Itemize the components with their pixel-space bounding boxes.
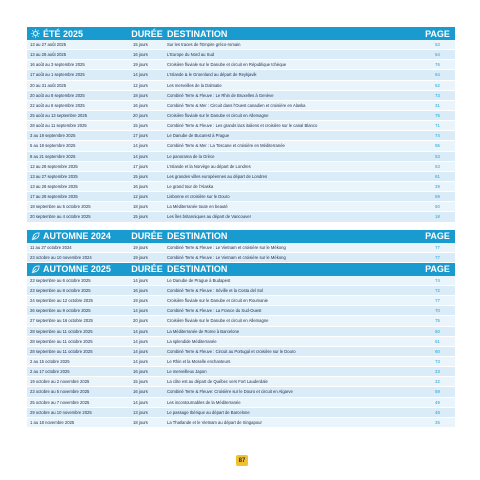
dates-cell: 28 septembre au 11 octobre 2025 <box>30 348 93 354</box>
destination-cell: Combiné Terre & Fleuve : Le Vietnam et croisière sur le Mékong <box>167 254 286 260</box>
table-row <box>27 253 455 263</box>
page-cell: 29 <box>435 184 440 190</box>
table-row <box>27 40 455 50</box>
table-row <box>27 111 455 121</box>
page-cell: 53 <box>435 153 440 159</box>
destination-header: DESTINATION <box>167 264 228 275</box>
season-title: ÉTÉ 2025 <box>43 28 84 39</box>
duree-cell: 14 jours <box>133 359 148 364</box>
destination-cell: La Thaïlande et le Vietnam au départ de Singapour <box>167 419 262 425</box>
dates-cell: 25 octobre au 7 novembre 2025 <box>30 399 90 405</box>
page-cell: 54 <box>435 52 440 58</box>
table-row <box>27 367 455 377</box>
page-cell: 31 <box>435 102 440 108</box>
dates-cell: 28 septembre au 11 octobre 2025 <box>30 328 93 334</box>
dates-cell: 5 au 18 septembre 2025 <box>30 143 76 149</box>
table-row <box>27 337 455 347</box>
ete-2025-rows <box>27 40 455 223</box>
dates-cell: 20 août au 8 septembre 2025 <box>30 92 85 98</box>
duree-cell: 14 jours <box>133 72 148 78</box>
dates-cell: 2 au 15 octobre 2025 <box>30 359 70 364</box>
duree-cell: 14 jours <box>133 277 148 283</box>
dates-cell: 3 au 19 septembre 2025 <box>30 133 76 139</box>
duree-header: DURÉE <box>131 231 163 242</box>
section-header-automne-2024 <box>27 230 455 243</box>
page-cell: 74 <box>435 133 440 139</box>
destination-cell: Sur les traces de l'Empire gréco-romain <box>167 42 241 48</box>
table-row <box>27 81 455 91</box>
destination-cell: Le grand tour de l'Alaska <box>167 184 214 190</box>
table-row <box>27 347 455 357</box>
destination-header: DESTINATION <box>167 28 228 39</box>
destination-cell: Croisière fluviale sur le Danube et circuit en République tchèque <box>167 62 287 68</box>
duree-header: DURÉE <box>131 264 163 275</box>
table-row <box>27 121 455 131</box>
duree-cell: 19 jours <box>133 254 148 260</box>
destination-cell: Croisière fluviale sur le Danube et circuit en Roumanie <box>167 298 269 304</box>
dates-cell: 1 au 18 novembre 2025 <box>30 419 75 425</box>
duree-cell: 18 jours <box>133 92 148 98</box>
duree-cell: 14 jours <box>133 143 148 149</box>
duree-cell: 13 jours <box>133 409 148 415</box>
section-header-ete-2025 <box>27 27 455 40</box>
table-row <box>27 327 455 337</box>
table-row <box>27 101 455 111</box>
duree-cell: 14 jours <box>133 399 148 405</box>
page-cell: 72 <box>435 288 440 294</box>
destination-cell: Combiné Terre & Fleuve: Croisière sur le Douro et circuit en Algarve <box>167 389 293 395</box>
page-cell: 59 <box>435 194 440 200</box>
table-row <box>27 357 455 367</box>
dates-cell: 23 octobre au 10 novembre 2024 <box>30 254 92 260</box>
page-cell: 52 <box>435 82 440 88</box>
duree-cell: 18 jours <box>133 419 148 425</box>
duree-cell: 20 jours <box>133 113 148 119</box>
duree-cell: 12 jours <box>133 194 148 200</box>
page-cell: 59 <box>435 389 440 395</box>
table-row <box>27 141 455 151</box>
duree-cell: 17 jours <box>133 163 148 169</box>
dates-cell: 23 septembre au 6 octobre 2025 <box>30 277 91 283</box>
destination-cell: La côte est au départ de Québec vers Fort Lauderdale <box>167 379 268 385</box>
destination-cell: Combiné Terre & Mer : La Toscane et croisière en Méditerranée <box>167 143 285 149</box>
destination-cell: Le passage Ibérique au départ de Barcelone <box>167 409 250 415</box>
destination-cell: Le merveilleux Japon <box>167 369 207 375</box>
destination-cell: Les grandes villes européennes au départ de Londres <box>167 173 268 179</box>
table-row <box>27 162 455 172</box>
destination-cell: Croisière fluviale sur le Danube et circuit en Allemagne <box>167 318 269 324</box>
table-row <box>27 408 455 418</box>
page-cell: 53 <box>435 42 440 48</box>
dates-cell: 19 octobre au 2 novembre 2025 <box>30 379 90 385</box>
duree-header: DURÉE <box>131 28 163 39</box>
season-cell <box>27 264 129 274</box>
page-cell: 70 <box>435 308 440 314</box>
page-cell: 75 <box>435 113 440 119</box>
automne-2025-rows <box>27 276 455 428</box>
table-row <box>27 387 455 397</box>
destination-cell: Combiné Terre & Fleuve : Les grands lacs italiens et croisière sur le canal Blanco <box>167 123 318 129</box>
dates-cell: 13 au 27 septembre 2025 <box>30 173 78 179</box>
duree-cell: 19 jours <box>133 244 148 250</box>
schedule-table <box>27 27 455 428</box>
table-row <box>27 70 455 80</box>
destination-cell: Lisbonne et croisière sur le Douro <box>167 194 230 200</box>
dates-cell: 27 septembre au 16 octobre 2025 <box>30 318 93 324</box>
duree-cell: 15 jours <box>133 214 148 220</box>
table-row <box>27 316 455 326</box>
duree-cell: 16 jours <box>133 102 148 108</box>
destination-cell: Combiné Terre & Fleuve : Circuit au Portugal et croisière sur le Douro <box>167 348 296 354</box>
destination-cell: Combiné Terre & Fleuve : Séville et la Costa del Sol <box>167 288 264 294</box>
page-cell: 48 <box>435 409 440 415</box>
page-cell: 75 <box>435 318 440 324</box>
season-cell <box>27 29 129 39</box>
table-row <box>27 212 455 222</box>
dates-cell: 24 septembre au 12 octobre 2025 <box>30 298 93 304</box>
table-row <box>27 131 455 141</box>
leaf-icon <box>31 232 40 241</box>
page-cell: 71 <box>435 123 440 129</box>
table-row <box>27 60 455 70</box>
destination-cell: Combiné Terre & Fleuve : La France du Sud-Ouest <box>167 308 262 314</box>
table-row <box>27 418 455 428</box>
table-row <box>27 172 455 182</box>
destination-cell: Les merveilles de la Dalmatie <box>167 82 222 88</box>
table-row <box>27 377 455 387</box>
duree-cell: 19 jours <box>133 298 148 304</box>
page-header: PAGE <box>425 28 450 39</box>
page-cell: 77 <box>435 254 440 260</box>
destination-cell: Le Rhin et la Moselle enchanteurs <box>167 359 231 364</box>
page-cell: 63 <box>435 163 440 169</box>
dates-cell: 18 septembre au 5 octobre 2025 <box>30 204 91 210</box>
duree-cell: 14 jours <box>133 153 148 159</box>
duree-cell: 14 jours <box>133 338 148 344</box>
dates-cell: 16 août au 3 septembre 2025 <box>30 62 85 68</box>
table-row <box>27 182 455 192</box>
page-cell: 73 <box>435 359 440 364</box>
duree-cell: 15 jours <box>133 42 148 48</box>
page-cell: 77 <box>435 298 440 304</box>
dates-cell: 13 au 28 septembre 2025 <box>30 184 78 190</box>
dates-cell: 25 août au 13 septembre 2025 <box>30 113 88 119</box>
dates-cell: 26 septembre au 9 octobre 2025 <box>30 308 91 314</box>
dates-cell: 20 septembre au 4 octobre 2025 <box>30 214 91 220</box>
duree-cell: 14 jours <box>133 308 148 314</box>
duree-cell: 15 jours <box>133 173 148 179</box>
page-cell: 61 <box>435 173 440 179</box>
season-title: AUTOMNE 2024 <box>43 231 111 242</box>
destination-cell: La splendide Méditerranée <box>167 338 217 344</box>
page-cell: 55 <box>435 143 440 149</box>
sun-icon <box>31 29 40 38</box>
page-cell: 22 <box>435 379 440 385</box>
dates-cell: 12 au 28 septembre 2025 <box>30 163 78 169</box>
page-cell: 49 <box>435 399 440 405</box>
destination-cell: Les îles britanniques au départ de Vancouver <box>167 214 251 220</box>
dates-cell: 17 au 28 septembre 2025 <box>30 194 78 200</box>
destination-cell: L'Islande et la Norvège au départ de Londres <box>167 163 251 169</box>
page-cell: 60 <box>435 348 440 354</box>
page-cell: 74 <box>435 277 440 283</box>
duree-cell: 14 jours <box>133 348 148 354</box>
dates-cell: 29 octobre au 10 novembre 2025 <box>30 409 92 415</box>
destination-cell: Combiné Terre & Fleuve : Le Rhin de Bruxelles à Genève <box>167 92 274 98</box>
duree-cell: 20 jours <box>133 318 148 324</box>
dates-cell: 23 septembre au 8 octobre 2025 <box>30 288 91 294</box>
destination-cell: Les incontournables de la Méditerranée <box>167 399 241 405</box>
page-cell: 76 <box>435 62 440 68</box>
table-row <box>27 276 455 286</box>
dates-cell: 13 au 28 août 2025 <box>30 52 67 58</box>
dates-cell: 28 août au 11 septembre 2025 <box>30 123 87 129</box>
duree-cell: 17 jours <box>133 133 148 139</box>
table-row <box>27 296 455 306</box>
table-row <box>27 91 455 101</box>
page-header: PAGE <box>425 264 450 275</box>
destination-cell: Le Danube de Bucarest à Prague <box>167 133 230 139</box>
page-cell: 50 <box>435 328 440 334</box>
duree-cell: 16 jours <box>133 369 148 375</box>
duree-cell: 16 jours <box>133 288 148 294</box>
duree-cell: 18 jours <box>133 204 148 210</box>
duree-cell: 16 jours <box>133 389 148 395</box>
season-title: AUTOMNE 2025 <box>43 264 111 275</box>
dates-cell: 28 septembre au 11 octobre 2025 <box>30 338 93 344</box>
section-header-automne-2025 <box>27 263 455 276</box>
duree-cell: 14 jours <box>133 328 148 334</box>
table-row <box>27 243 455 253</box>
table-row <box>27 202 455 212</box>
page-cell: 18 <box>435 214 440 220</box>
destination-header: DESTINATION <box>167 231 228 242</box>
destination-cell: Combiné Terre & Mer : Circuit dans l'Ouest canadien et croisière en Alaska <box>167 102 306 108</box>
page-header: PAGE <box>425 231 450 242</box>
page-number: 87 <box>236 455 248 466</box>
dates-cell: 8 au 21 septembre 2025 <box>30 153 76 159</box>
leaf-icon <box>31 265 40 274</box>
page-cell: 23 <box>435 369 440 375</box>
dates-cell: 20 au 31 août 2025 <box>30 82 67 88</box>
dates-cell: 23 octobre au 5 novembre 2025 <box>30 389 90 395</box>
dates-cell: 2 au 17 octobre 2025 <box>30 369 70 375</box>
table-row <box>27 398 455 408</box>
automne-2024-rows <box>27 243 455 263</box>
season-cell <box>27 231 129 241</box>
destination-cell: Le Danube de Prague à Budapest <box>167 277 231 283</box>
duree-cell: 19 jours <box>133 62 148 68</box>
destination-cell: Combiné Terre & Fleuve : Le Vietnam et croisière sur le Mékong <box>167 244 286 250</box>
duree-cell: 16 jours <box>133 52 148 58</box>
destination-cell: La Méditerranée toute en beauté <box>167 204 228 210</box>
table-row <box>27 152 455 162</box>
dates-cell: 17 août au 1 septembre 2025 <box>30 72 85 78</box>
destination-cell: Croisière fluviale sur le Danube et circuit en Allemagne <box>167 113 269 119</box>
table-row <box>27 192 455 202</box>
table-row <box>27 306 455 316</box>
duree-cell: 12 jours <box>133 82 148 88</box>
duree-cell: 15 jours <box>133 123 148 129</box>
page-cell: 77 <box>435 244 440 250</box>
destination-cell: La Méditerranée de Rome à Barcelone <box>167 328 240 334</box>
page-cell: 64 <box>435 72 440 78</box>
destination-cell: L'Islande & le Groenland au départ de Reykjavik <box>167 72 257 78</box>
dates-cell: 11 au 27 octobre 2024 <box>30 244 72 250</box>
duree-cell: 16 jours <box>133 184 148 190</box>
page-cell: 25 <box>435 419 440 425</box>
dates-cell: 22 août au 6 septembre 2025 <box>30 102 85 108</box>
dates-cell: 13 au 27 août 2025 <box>30 42 67 48</box>
table-row <box>27 286 455 296</box>
page-cell: 50 <box>435 204 440 210</box>
destination-cell: Le panorama de la Grèce <box>167 153 215 159</box>
page-cell: 51 <box>435 338 440 344</box>
duree-cell: 15 jours <box>133 379 148 385</box>
table-row <box>27 50 455 60</box>
destination-cell: L'Europe du Nord au Sud <box>167 52 215 58</box>
page-cell: 73 <box>435 92 440 98</box>
